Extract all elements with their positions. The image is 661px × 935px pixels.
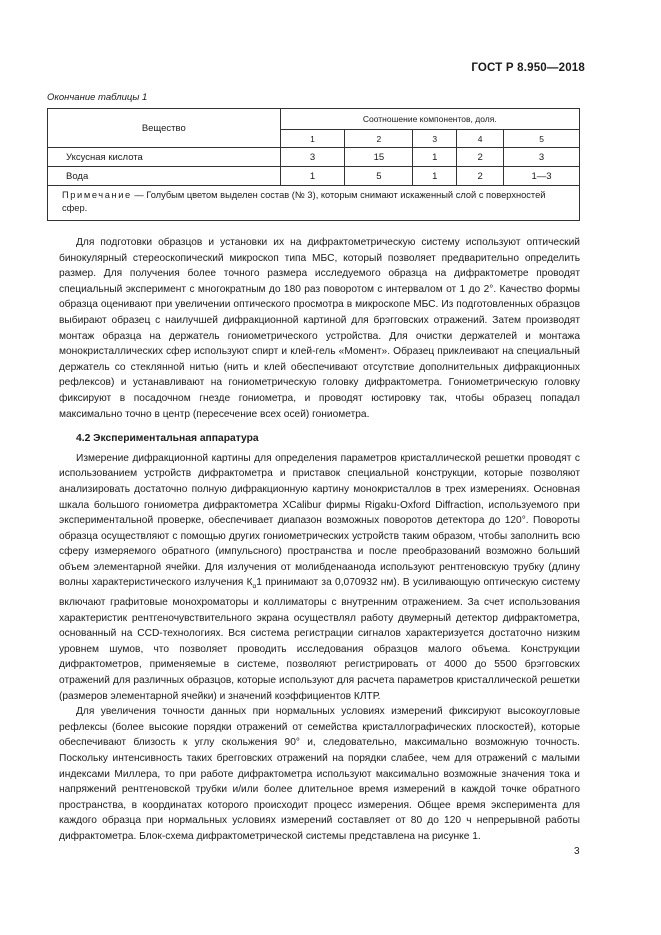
standard-header: ГОСТ Р 8.950—2018 [471, 62, 585, 74]
header-col-4: 4 [457, 130, 504, 148]
page-number: 3 [574, 846, 580, 857]
table-cell: 1 [413, 148, 457, 167]
table-cell: 3 [280, 148, 345, 167]
table-cell: 5 [345, 167, 413, 186]
header-col-2: 2 [345, 130, 413, 148]
table-row [48, 167, 580, 186]
paragraph-text: 1 принимают за 0,070932 нм). В усиливающую оптическую систему включают графитовые монохроматоры и коллиматоры с внутренним отражением. За счет использования характеристик рентгеночувствительного экрана осуществлял работу двумерный детектор дифрактометра, основанный на CCD-технологиях. Вся система регистрации сигналов характеризуется достаточно низким уровнем шумов, что позволяет проводить исследования образцов малого объема. Конструкции дифрактометров, применяемые в системе, позволяют регистрировать от 4000 до 5500 брэгговских отражений для различных образцов, которые используют для расчета параметров кристаллической решетки (размеров элементарной ячейки) и значений коэффициентов КЛТР. [59, 577, 580, 702]
table-note [48, 186, 580, 221]
body-text [59, 235, 580, 845]
note-label: Примечание [62, 190, 132, 200]
table-cell: 15 [345, 148, 413, 167]
row-name: Вода [48, 167, 281, 186]
header-col-5: 5 [504, 130, 580, 148]
paragraph-text: Измерение дифракционной картины для определения параметров кристаллической решетки проводят с использованием устройств дифрактометра и приставок специальной конструкции, которые позволяют анализировать достаточно полную дифракционную картину монокристаллов в трех измерениях. Основная шкала большого гониометра дифрактометра XCalibur фирмы Rigaku-Oxford Diffraction, используемого при экспериментальной проверке, обеспечивает диапазон возможных поворотов детектора до 120°. Повороты образца осуществляют с помощью других гониометрических устройств таким образом, чтобы заполнить всю сферу измеряемого обратного (импульсного) пространства и после преобразований возможно больший объем элементарной ячейки. Для излучения от молибденаанода используют рентгеновскую трубку (длину волны характеристического излучения К [59, 452, 580, 589]
note-text: — Голубым цветом выделен состав (№ 3), которым снимают искаженный слой с поверхностей сфер. [62, 190, 546, 213]
table-cell: 2 [457, 167, 504, 186]
subscript-alpha: α [252, 583, 257, 591]
header-col-1: 1 [280, 130, 345, 148]
row-name: Уксусная кислота [48, 148, 281, 167]
header-col-3: 3 [413, 130, 457, 148]
table-cell: 3 [504, 148, 580, 167]
section-title: 4.2 Экспериментальная аппаратура [76, 433, 259, 445]
header-ratio: Соотношение компонентов, доля. [280, 109, 579, 130]
table-row [48, 148, 580, 167]
paragraph-sample-preparation: Для подготовки образцов и установки их на дифрактометрическую систему используют оптический бинокулярный стереоскопический микроскоп типа МБС, который позволяет предварительно определить размер. Для получения более точного размера исследуемого образца на дифрактометре проводят специальный эксперимент с многократным до 180 раз поворотом с интервалом от 1 до 2°. Качество формы образца оценивают при увеличении оптического просмотра в микроскопе МБС. Из подготовленных образцов выбирают образец с наилучшей дифракционной картиной для брэгговских отражений. Затем производят монтаж образца на держатель гониометрического устройства. Для очистки держателей и монтажа монокристаллических сфер используют спирт и клей-гель «Момент». Образец приклеивают на специальный держатель со стеклянной нитью (нить и клей обеспечивают отсутствие дополнительных дифракционных рефлексов) и устанавливают на гониометрическую головку дифрактометра. Гониометрическую головку фиксируют в посадочном гнезде гониометра, и проводят юстировку так, чтобы образец попадал максимально точно в центр (пересечение всех осей) гониометра. [59, 237, 580, 420]
components-table [47, 108, 580, 221]
paragraph-apparatus [59, 451, 580, 705]
paragraph-accuracy: Для увеличения точности данных при нормальных условиях измерений фиксируют высокоугловые рефлексы (более высокие порядки отражений от семейства кристаллографических плоскостей), которые обеспечивают близость к углу скольжения 90° и, следовательно, максимально возможную точность. Поскольку интенсивность таких брегговских отражений на порядки слабее, чем для отражений с малыми индексами Миллера, то при работе дифрактометра используют максимально возможные значения тока и напряжений рентгеновской трубки и/или более длительное время измерений в каждой точке обратного пространства, в координатах которого происходит процесс измерения. Общее время эксперимента для каждого образца при нормальных условиях измерений составляет от 80 до 120 ч непрерывной работы дифрактометра. Блок-схема дифрактометрической системы представлена на рисунке 1. [59, 706, 580, 842]
table-cell: 2 [457, 148, 504, 167]
table-cell: 1—3 [504, 167, 580, 186]
header-substance: Вещество [48, 109, 281, 148]
table-cell: 1 [280, 167, 345, 186]
table-caption: Окончание таблицы 1 [47, 92, 148, 103]
table-cell: 1 [413, 167, 457, 186]
